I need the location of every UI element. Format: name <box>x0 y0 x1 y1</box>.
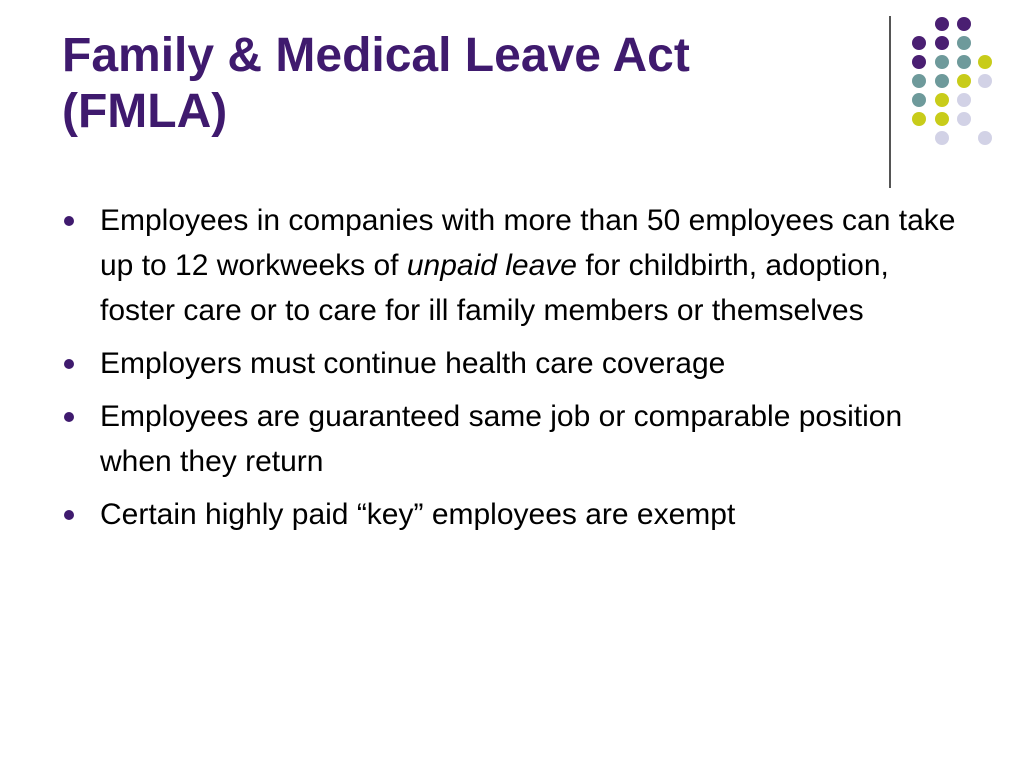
bullet-text: Employees are guaranteed same job or comparable position when they return <box>100 400 903 478</box>
decorative-dot <box>935 74 949 88</box>
decorative-dot <box>978 55 992 69</box>
bullet-item <box>62 198 962 333</box>
decorative-dot <box>957 55 971 69</box>
bullet-marker-icon <box>64 412 74 422</box>
decorative-dot <box>912 93 926 107</box>
bullet-marker-icon <box>64 510 74 520</box>
decorative-dot <box>978 131 992 145</box>
decorative-dot <box>912 36 926 50</box>
bullet-list <box>62 198 962 545</box>
decorative-dot <box>935 55 949 69</box>
decorative-dot <box>957 112 971 126</box>
decorative-dot <box>935 131 949 145</box>
bullet-item <box>62 394 962 484</box>
bullet-text: Employers must continue health care coverage <box>100 347 726 380</box>
decorative-dot <box>957 74 971 88</box>
decorative-dot <box>935 36 949 50</box>
decorative-dot <box>957 93 971 107</box>
title-line-1: Family & Medical Leave Act <box>62 29 690 82</box>
bullet-marker-icon <box>64 359 74 369</box>
bullet-text: Employees in companies with more than 50 employees can take up to 12 workweeks of unpaid leave for childbirth, adoption, foster care or to care for ill family members or themselves <box>100 204 956 327</box>
decorative-dot <box>912 112 926 126</box>
decorative-dot <box>978 74 992 88</box>
decorative-dot <box>935 93 949 107</box>
decorative-dot <box>957 17 971 31</box>
bullet-item <box>62 492 962 537</box>
slide-title <box>62 28 862 140</box>
decorative-dot <box>935 112 949 126</box>
title-line-2: (FMLA) <box>62 85 228 138</box>
title-divider-line <box>889 16 891 188</box>
decorative-dot <box>912 74 926 88</box>
decorative-dot <box>912 55 926 69</box>
bullet-marker-icon <box>64 216 74 226</box>
bullet-item <box>62 341 962 386</box>
decorative-dot <box>957 36 971 50</box>
decorative-dot <box>935 17 949 31</box>
bullet-text: Certain highly paid “key” employees are exempt <box>100 498 736 531</box>
